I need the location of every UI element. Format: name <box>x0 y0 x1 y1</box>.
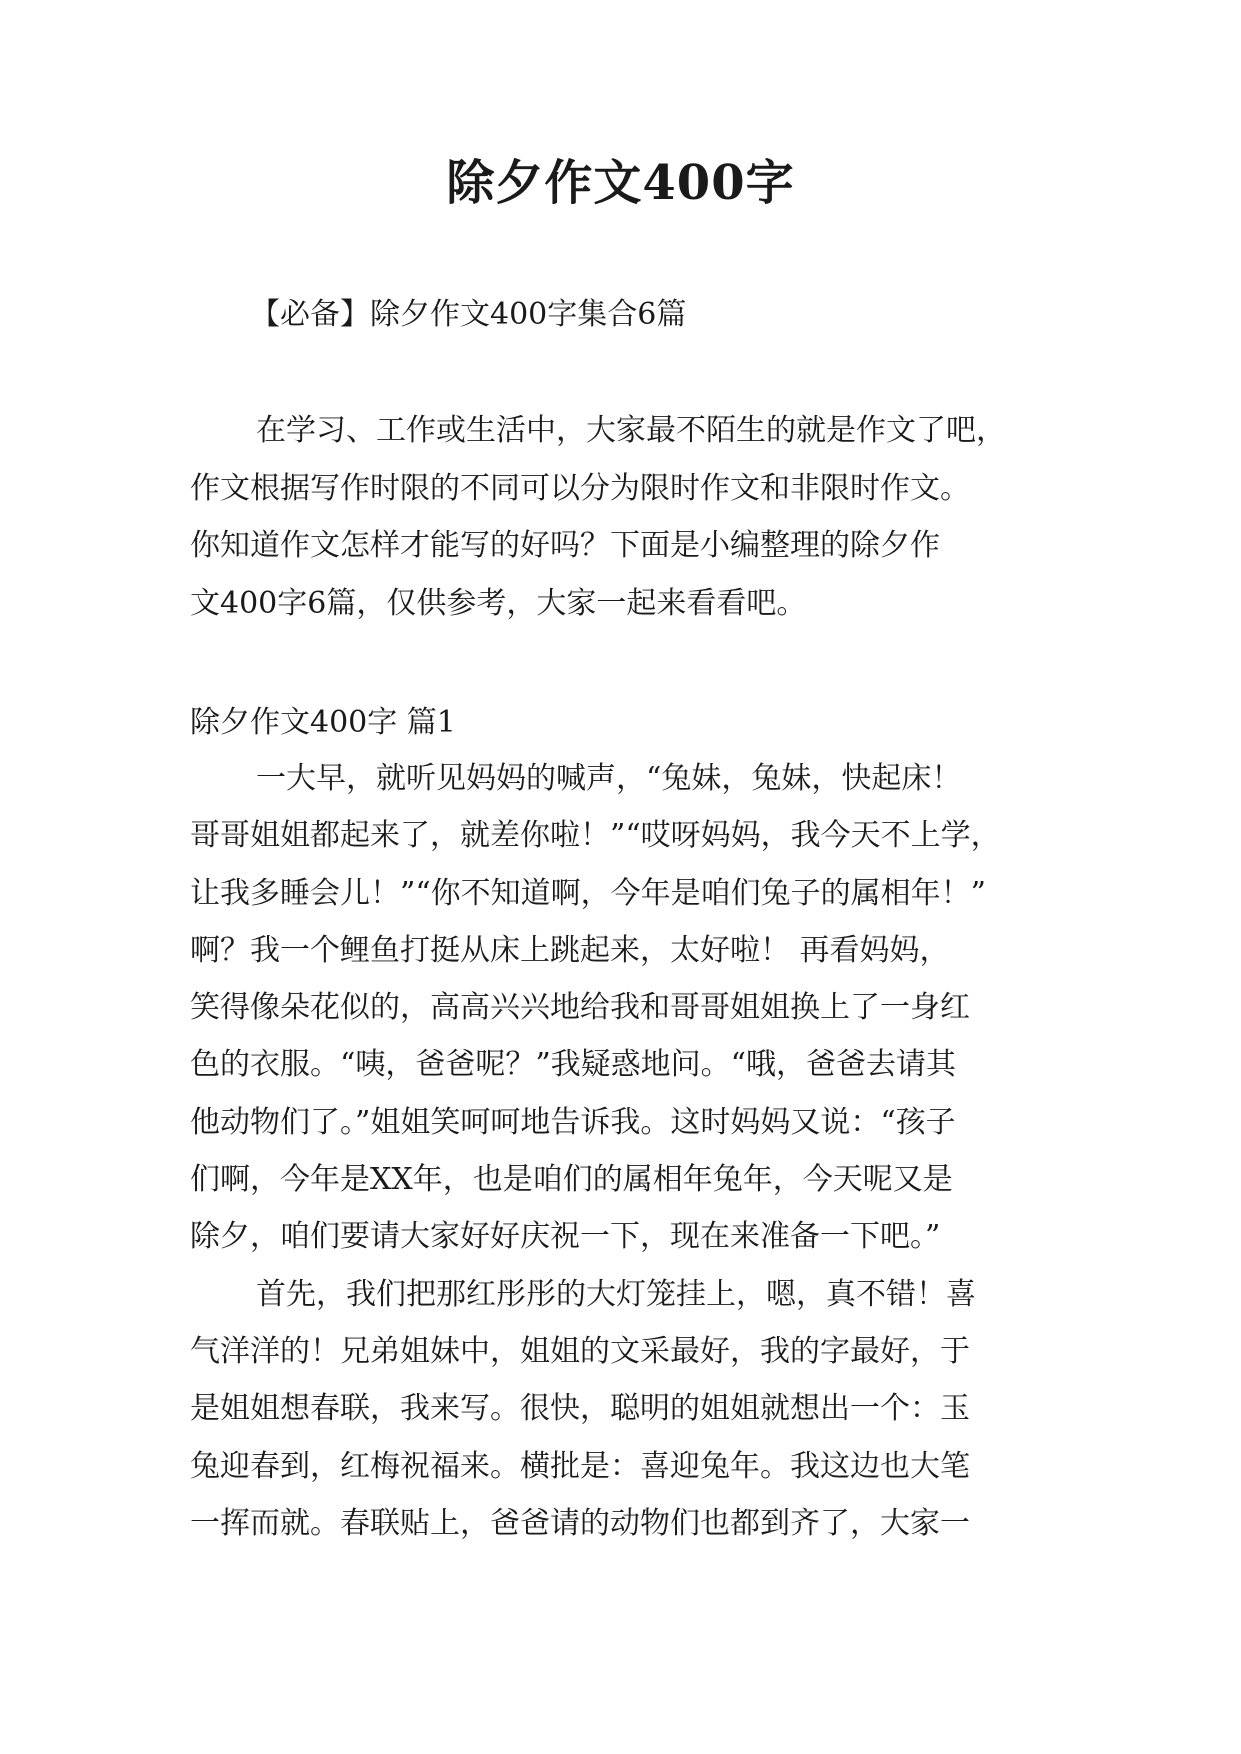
body-line: 们啊，今年是XX年，也是咱们的属相年兔年，今天呢又是 <box>190 1162 953 1198</box>
body-line: 哥哥姐姐都起来了，就差你啦！”“哎呀妈妈，我今天不上学， <box>190 818 1001 854</box>
body-line: 笑得像朵花似的，高高兴兴地给我和哥哥姐姐换上了一身红 <box>190 990 970 1026</box>
document-subtitle: 【必备】除夕作文400字集合6篇 <box>250 297 687 332</box>
body-line: 气洋洋的！兄弟姐妹中，姐姐的文采最好，我的字最好，于 <box>190 1333 970 1369</box>
intro-paragraph <box>190 402 1070 632</box>
body-line: 兔迎春到，红梅祝福来。横批是：喜迎兔年。我这边也大笔 <box>190 1448 970 1484</box>
body-line: 首先，我们把那红彤彤的大灯笼挂上，嗯，真不错！喜 <box>256 1276 976 1312</box>
intro-line: 你知道作文怎样才能写的好吗？下面是小编整理的除夕作 <box>190 528 940 563</box>
essay-body <box>190 750 1070 1552</box>
body-line: 除夕，咱们要请大家好好庆祝一下，现在来准备一下吧。” <box>190 1219 941 1255</box>
intro-line: 作文根据写作时限的不同可以分为限时作文和非限时作文。 <box>190 470 970 506</box>
body-line: 一挥而就。春联贴上，爸爸请的动物们也都到齐了，大家一 <box>190 1505 970 1541</box>
document-title: 除夕作文400字 <box>446 155 795 211</box>
body-line: 一大早，就听见妈妈的喊声，“兔妹，兔妹，快起床！ <box>256 761 962 796</box>
intro-line: 在学习、工作或生活中，大家最不陌生的就是作文了吧， <box>256 413 1006 448</box>
body-line: 色的衣服。“咦，爸爸呢？”我疑惑地问。“哦，爸爸去请其 <box>190 1047 957 1083</box>
section-heading: 除夕作文400字 篇1 <box>190 705 456 740</box>
body-line: 是姐姐想春联，我来写。很快，聪明的姐姐就想出一个：玉 <box>190 1391 970 1427</box>
body-line: 他动物们了。”姐姐笑呵呵地告诉我。这时妈妈又说：“孩子 <box>190 1104 956 1140</box>
body-line: 啊？我一个鲤鱼打挺从床上跳起来，太好啦！ 再看妈妈， <box>190 932 950 968</box>
body-line: 让我多睡会儿！”“你不知道啊，今年是咱们兔子的属相年！” <box>190 875 987 911</box>
intro-line: 文400字6篇，仅供参考，大家一起来看看吧。 <box>190 585 807 621</box>
